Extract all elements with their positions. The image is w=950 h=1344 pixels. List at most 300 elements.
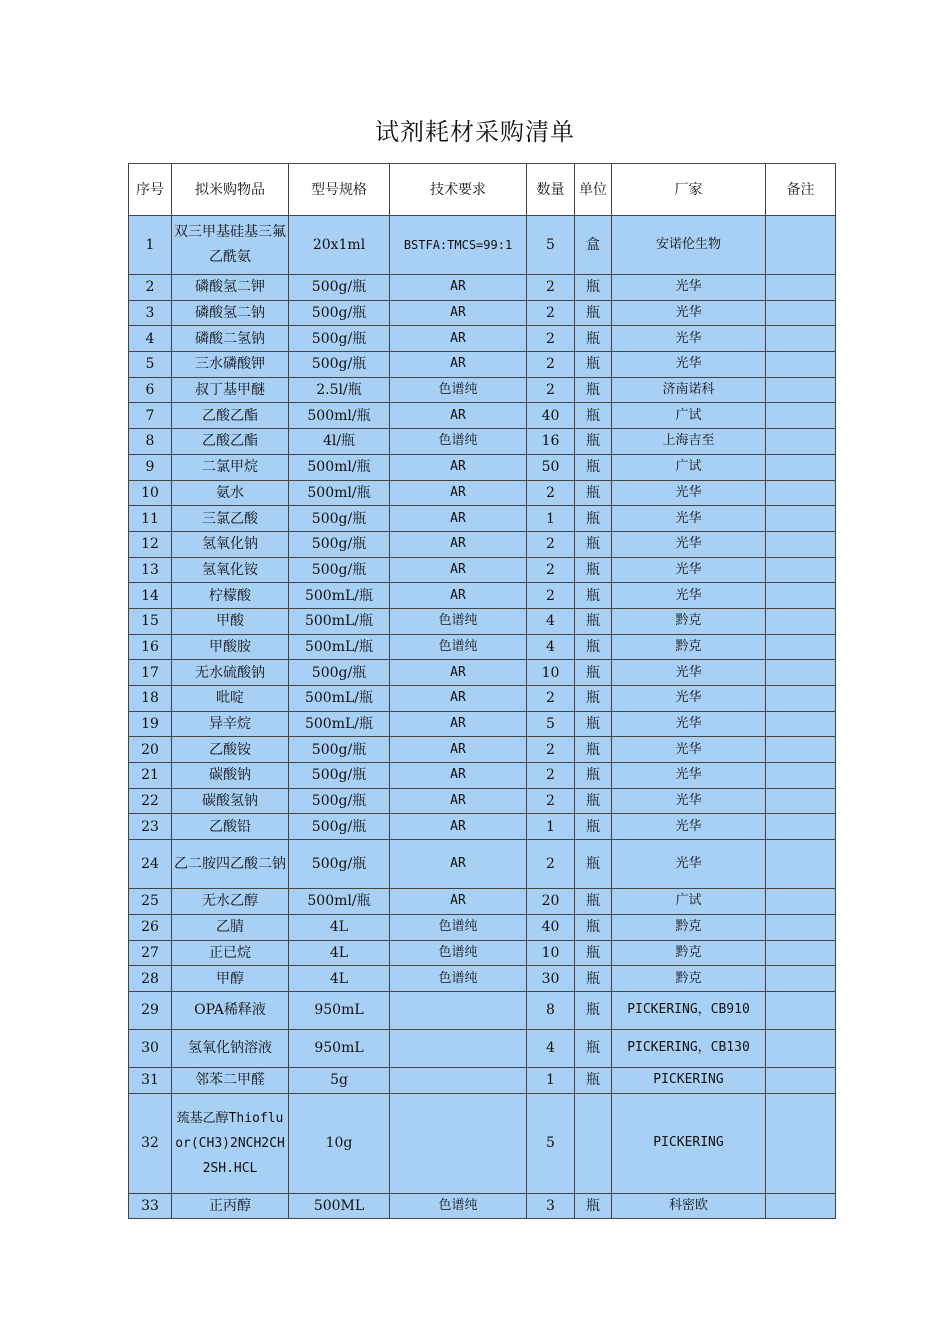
cell-no: 9 [129,454,172,480]
cell-note [766,326,836,352]
header-requirement: 技术要求 [390,164,527,216]
cell-unit: 瓶 [575,480,612,506]
cell-no: 15 [129,608,172,634]
table-row [129,889,836,915]
cell-spec: 500g/瓶 [289,557,390,583]
cell-unit: 瓶 [575,429,612,455]
cell-no: 19 [129,711,172,737]
cell-quantity: 2 [527,686,575,712]
cell-spec: 500mL/瓶 [289,711,390,737]
cell-note [766,506,836,532]
table-row [129,1093,836,1193]
cell-unit: 瓶 [575,940,612,966]
cell-manufacturer: 光华 [612,326,766,352]
cell-quantity: 3 [527,1193,575,1219]
header-note: 备注 [766,164,836,216]
cell-unit: 瓶 [575,788,612,814]
cell-no: 5 [129,352,172,378]
cell-spec: 500g/瓶 [289,531,390,557]
table-row [129,377,836,403]
cell-requirement: AR [390,300,527,326]
cell-item: 氨水 [172,480,289,506]
table-row [129,914,836,940]
cell-manufacturer: 济南诺科 [612,377,766,403]
cell-quantity: 2 [527,583,575,609]
cell-unit: 瓶 [575,660,612,686]
cell-unit: 盒 [575,216,612,275]
cell-quantity: 20 [527,889,575,915]
cell-note [766,814,836,840]
cell-manufacturer: 上海吉至 [612,429,766,455]
cell-note [766,583,836,609]
cell-quantity: 8 [527,991,575,1029]
table-row [129,711,836,737]
cell-note [766,966,836,992]
table-row [129,352,836,378]
cell-manufacturer: 光华 [612,480,766,506]
cell-item: 乙酸乙酯 [172,403,289,429]
cell-item: 磷酸氢二钠 [172,300,289,326]
cell-item: 乙二胺四乙酸二钠 [172,840,289,889]
cell-note [766,914,836,940]
cell-unit: 瓶 [575,1193,612,1219]
cell-manufacturer: PICKERING，CB910 [612,991,766,1029]
cell-manufacturer: 广试 [612,403,766,429]
cell-quantity: 5 [527,711,575,737]
cell-requirement: AR [390,711,527,737]
cell-item: 邻苯二甲醛 [172,1067,289,1093]
table-row [129,403,836,429]
cell-no: 17 [129,660,172,686]
cell-manufacturer: 光华 [612,352,766,378]
table-row [129,275,836,301]
table-row [129,840,836,889]
table-row [129,480,836,506]
table-row [129,814,836,840]
cell-manufacturer: 光华 [612,788,766,814]
cell-no: 13 [129,557,172,583]
cell-spec: 500g/瓶 [289,352,390,378]
cell-spec: 500g/瓶 [289,737,390,763]
table-row [129,686,836,712]
cell-manufacturer: PICKERING [612,1067,766,1093]
cell-manufacturer: 科密欧 [612,1193,766,1219]
cell-spec: 500g/瓶 [289,326,390,352]
cell-spec: 500ML [289,1193,390,1219]
table-body [129,216,836,1219]
cell-no: 23 [129,814,172,840]
cell-manufacturer: 光华 [612,506,766,532]
cell-item: 磷酸二氢钠 [172,326,289,352]
cell-note [766,940,836,966]
cell-spec: 500g/瓶 [289,763,390,789]
cell-manufacturer: 光华 [612,583,766,609]
cell-requirement: AR [390,352,527,378]
cell-spec: 4L [289,914,390,940]
cell-spec: 500g/瓶 [289,506,390,532]
cell-item: 正已烷 [172,940,289,966]
cell-manufacturer: 光华 [612,763,766,789]
table-row [129,1067,836,1093]
cell-requirement: BSTFA:TMCS=99:1 [390,216,527,275]
cell-spec: 500g/瓶 [289,840,390,889]
cell-manufacturer: PICKERING，CB130 [612,1029,766,1067]
cell-spec: 500g/瓶 [289,788,390,814]
cell-unit: 瓶 [575,711,612,737]
cell-item: 二氯甲烷 [172,454,289,480]
cell-note [766,763,836,789]
cell-note [766,531,836,557]
cell-note [766,1193,836,1219]
cell-note [766,634,836,660]
cell-no: 10 [129,480,172,506]
cell-no: 6 [129,377,172,403]
cell-unit: 瓶 [575,966,612,992]
cell-requirement [390,1067,527,1093]
cell-manufacturer: 黔克 [612,966,766,992]
cell-unit: 瓶 [575,1029,612,1067]
cell-spec: 500ml/瓶 [289,454,390,480]
cell-requirement: AR [390,506,527,532]
cell-requirement [390,1029,527,1067]
cell-spec: 500ml/瓶 [289,480,390,506]
cell-spec: 500mL/瓶 [289,686,390,712]
cell-item: 乙酸乙酯 [172,429,289,455]
cell-requirement: AR [390,763,527,789]
cell-requirement: 色谱纯 [390,634,527,660]
cell-unit: 瓶 [575,506,612,532]
cell-item: 正丙醇 [172,1193,289,1219]
cell-item: 叔丁基甲醚 [172,377,289,403]
cell-no: 27 [129,940,172,966]
cell-note [766,454,836,480]
cell-spec: 500g/瓶 [289,660,390,686]
page-title: 试剂耗材采购清单 [375,118,575,146]
cell-quantity: 16 [527,429,575,455]
cell-no: 18 [129,686,172,712]
cell-item: 甲酸胺 [172,634,289,660]
cell-item: 碳酸钠 [172,763,289,789]
cell-note [766,737,836,763]
cell-requirement: AR [390,583,527,609]
table-row [129,763,836,789]
cell-note [766,840,836,889]
cell-quantity: 1 [527,506,575,532]
table-row [129,454,836,480]
cell-no: 29 [129,991,172,1029]
cell-manufacturer: 安诺伦生物 [612,216,766,275]
cell-manufacturer: 黔克 [612,914,766,940]
cell-spec: 5g [289,1067,390,1093]
cell-spec: 4l/瓶 [289,429,390,455]
cell-quantity: 2 [527,326,575,352]
table-row [129,608,836,634]
cell-quantity: 2 [527,275,575,301]
cell-unit: 瓶 [575,889,612,915]
cell-quantity: 40 [527,914,575,940]
table-row [129,557,836,583]
cell-item: 柠檬酸 [172,583,289,609]
cell-manufacturer: 光华 [612,660,766,686]
cell-note [766,608,836,634]
table-row [129,660,836,686]
cell-requirement: 色谱纯 [390,966,527,992]
cell-note [766,1029,836,1067]
cell-spec: 4L [289,940,390,966]
purchase-table [128,163,836,1219]
cell-quantity: 5 [527,1093,575,1193]
cell-quantity: 2 [527,788,575,814]
cell-requirement [390,991,527,1029]
table-row [129,940,836,966]
cell-manufacturer: 光华 [612,531,766,557]
cell-quantity: 2 [527,377,575,403]
cell-item: 双三甲基硅基三氟乙酰氨 [172,216,289,275]
cell-requirement: AR [390,889,527,915]
cell-spec: 500ml/瓶 [289,403,390,429]
table-row [129,300,836,326]
cell-manufacturer: 光华 [612,814,766,840]
cell-requirement: AR [390,814,527,840]
cell-requirement: AR [390,660,527,686]
cell-item: 异辛烷 [172,711,289,737]
cell-note [766,686,836,712]
cell-item: 氢氧化钠溶液 [172,1029,289,1067]
cell-note [766,216,836,275]
cell-note [766,788,836,814]
cell-unit: 瓶 [575,531,612,557]
cell-no: 7 [129,403,172,429]
cell-unit: 瓶 [575,583,612,609]
cell-note [766,1067,836,1093]
header-unit: 单位 [575,164,612,216]
table-row [129,326,836,352]
table-row [129,634,836,660]
cell-manufacturer: PICKERING [612,1093,766,1193]
cell-item: 氢氧化钠 [172,531,289,557]
cell-quantity: 2 [527,300,575,326]
cell-quantity: 30 [527,966,575,992]
cell-requirement: 色谱纯 [390,914,527,940]
cell-quantity: 2 [527,763,575,789]
cell-quantity: 2 [527,352,575,378]
cell-manufacturer: 光华 [612,737,766,763]
header-manufacturer: 厂家 [612,164,766,216]
cell-no: 22 [129,788,172,814]
cell-spec: 2.5l/瓶 [289,377,390,403]
table-row [129,1193,836,1219]
cell-quantity: 10 [527,940,575,966]
cell-spec: 500g/瓶 [289,814,390,840]
table-row [129,737,836,763]
cell-no: 20 [129,737,172,763]
cell-manufacturer: 黔克 [612,940,766,966]
cell-unit: 瓶 [575,454,612,480]
cell-manufacturer: 光华 [612,840,766,889]
cell-no: 30 [129,1029,172,1067]
cell-requirement: 色谱纯 [390,377,527,403]
cell-no: 25 [129,889,172,915]
cell-note [766,300,836,326]
cell-unit: 瓶 [575,608,612,634]
cell-item: 乙酸铵 [172,737,289,763]
table-row [129,583,836,609]
cell-note [766,557,836,583]
header-item: 拟米购物品 [172,164,289,216]
cell-item: 甲醇 [172,966,289,992]
cell-requirement: AR [390,840,527,889]
header-spec: 型号规格 [289,164,390,216]
cell-unit: 瓶 [575,991,612,1029]
cell-requirement: AR [390,686,527,712]
table-header-row [129,164,836,216]
table-row [129,991,836,1029]
cell-unit: 瓶 [575,1067,612,1093]
cell-spec: 20x1ml [289,216,390,275]
cell-quantity: 2 [527,531,575,557]
cell-item: 甲酸 [172,608,289,634]
cell-requirement: 色谱纯 [390,608,527,634]
cell-requirement: 色谱纯 [390,940,527,966]
cell-no: 1 [129,216,172,275]
cell-manufacturer: 光华 [612,711,766,737]
cell-unit: 瓶 [575,686,612,712]
cell-note [766,352,836,378]
cell-spec: 500mL/瓶 [289,608,390,634]
cell-quantity: 2 [527,737,575,763]
cell-spec: 500mL/瓶 [289,634,390,660]
table-row [129,788,836,814]
table-row [129,216,836,275]
cell-requirement: AR [390,557,527,583]
cell-spec: 950mL [289,1029,390,1067]
cell-spec: 500g/瓶 [289,275,390,301]
cell-no: 26 [129,914,172,940]
cell-quantity: 40 [527,403,575,429]
cell-quantity: 4 [527,608,575,634]
table-row [129,966,836,992]
cell-unit: 瓶 [575,763,612,789]
cell-requirement [390,1093,527,1193]
header-quantity: 数量 [527,164,575,216]
cell-unit: 瓶 [575,326,612,352]
cell-quantity: 2 [527,840,575,889]
cell-item: 无水硫酸钠 [172,660,289,686]
cell-manufacturer: 光华 [612,557,766,583]
cell-no: 24 [129,840,172,889]
cell-note [766,889,836,915]
header-no: 序号 [129,164,172,216]
cell-item: 巯基乙醇Thiofluor(CH3)2NCH2CH2SH.HCL [172,1093,289,1193]
cell-unit: 瓶 [575,557,612,583]
cell-item: 无水乙醇 [172,889,289,915]
cell-spec: 500ml/瓶 [289,889,390,915]
cell-note [766,429,836,455]
cell-no: 4 [129,326,172,352]
cell-manufacturer: 黔克 [612,634,766,660]
cell-requirement: AR [390,480,527,506]
cell-no: 14 [129,583,172,609]
cell-item: 吡啶 [172,686,289,712]
cell-manufacturer: 光华 [612,686,766,712]
cell-unit: 瓶 [575,300,612,326]
cell-item: 磷酸氢二钾 [172,275,289,301]
cell-spec: 950mL [289,991,390,1029]
cell-note [766,660,836,686]
table-row [129,429,836,455]
cell-requirement: AR [390,275,527,301]
cell-no: 12 [129,531,172,557]
cell-manufacturer: 光华 [612,275,766,301]
cell-quantity: 4 [527,634,575,660]
cell-no: 16 [129,634,172,660]
cell-requirement: AR [390,403,527,429]
table-row [129,1029,836,1067]
cell-item: 碳酸氢钠 [172,788,289,814]
cell-item: 三氯乙酸 [172,506,289,532]
cell-quantity: 10 [527,660,575,686]
cell-quantity: 1 [527,814,575,840]
cell-unit: 瓶 [575,840,612,889]
cell-note [766,1093,836,1193]
table-row [129,506,836,532]
cell-quantity: 2 [527,480,575,506]
cell-no: 2 [129,275,172,301]
cell-requirement: AR [390,326,527,352]
cell-unit: 瓶 [575,275,612,301]
cell-note [766,403,836,429]
cell-no: 33 [129,1193,172,1219]
cell-note [766,480,836,506]
cell-no: 3 [129,300,172,326]
cell-quantity: 50 [527,454,575,480]
cell-unit: 瓶 [575,737,612,763]
cell-no: 32 [129,1093,172,1193]
cell-no: 8 [129,429,172,455]
cell-no: 11 [129,506,172,532]
cell-manufacturer: 黔克 [612,608,766,634]
cell-no: 31 [129,1067,172,1093]
cell-manufacturer: 广试 [612,454,766,480]
cell-requirement: AR [390,531,527,557]
cell-requirement: AR [390,737,527,763]
cell-requirement: AR [390,454,527,480]
cell-unit [575,1093,612,1193]
cell-note [766,711,836,737]
cell-manufacturer: 广试 [612,889,766,915]
cell-unit: 瓶 [575,914,612,940]
cell-spec: 10g [289,1093,390,1193]
table-row [129,531,836,557]
cell-no: 28 [129,966,172,992]
cell-note [766,991,836,1029]
cell-no: 21 [129,763,172,789]
cell-unit: 瓶 [575,814,612,840]
cell-manufacturer: 光华 [612,300,766,326]
cell-unit: 瓶 [575,352,612,378]
cell-spec: 500g/瓶 [289,300,390,326]
cell-spec: 500mL/瓶 [289,583,390,609]
cell-unit: 瓶 [575,377,612,403]
cell-item: 三水磷酸钾 [172,352,289,378]
cell-note [766,377,836,403]
cell-requirement: AR [390,788,527,814]
cell-item: 乙腈 [172,914,289,940]
cell-item: OPA稀释液 [172,991,289,1029]
cell-unit: 瓶 [575,634,612,660]
cell-quantity: 1 [527,1067,575,1093]
cell-quantity: 2 [527,557,575,583]
